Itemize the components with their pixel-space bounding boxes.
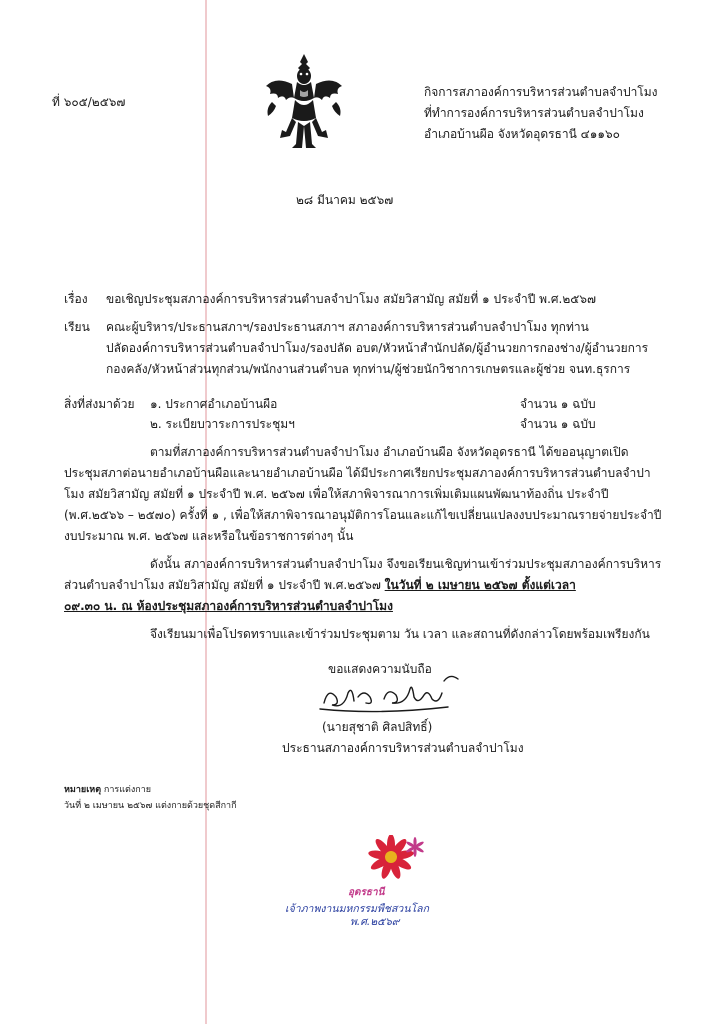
body-para1-line-2: ประชุมสภาต่อนายอำเภอบ้านผือและนายอำเภอบ้านผือ ได้มีประกาศเรียกประชุมสภาองค์การบริหารส่วนตำบลจำปา (64, 466, 651, 480)
body-para2-line-2 (64, 576, 576, 595)
body-para3: จึงเรียนมาเพื่อโปรดทราบและเข้าร่วมประชุมตาม วัน เวลา และสถานที่ดังกล่าวโดยพร้อมเพรียงกัน (150, 627, 650, 641)
body-para1-line-1: ตามที่สภาองค์การบริหารส่วนตำบลจำปาโมง อำเภอบ้านผือ จังหวัดอุดรธานี ได้ขออนุญาตเปิด (150, 445, 629, 459)
subject-label: เรื่อง (64, 292, 88, 306)
document-number: ที่ ๖๐๕/๒๕๖๗ (52, 95, 126, 109)
enclosures-label: สิ่งที่ส่งมาด้วย (64, 397, 135, 411)
enclosure-item-2: ๒. ระเบียบวาระการประชุมฯ (150, 417, 295, 431)
signer-position: ประธานสภาองค์การบริหารส่วนตำบลจำปาโมง (282, 741, 524, 755)
logo-brand-text: อุดรธานี (348, 887, 385, 898)
logo-tagline-2: พ.ศ.๒๕๖๙ (350, 916, 400, 928)
recipient-line-2: ปลัดองค์การบริหารส่วนตำบลจำปาโมง/รองปลัด อบต/หัวหน้าสำนักปลัด/ผู้อำนวยการกองช่าง/ผู้อำนวยการ (106, 341, 649, 355)
office-line-3: อำเภอบ้านผือ จังหวัดอุดรธานี ๔๑๑๖๐ (424, 127, 620, 141)
body-para1-line-3: โมง สมัยวิสามัญ สมัยที่ ๑ ประจำปี พ.ศ. ๒๕๖๗ เพื่อให้สภาพิจารณาการเพิ่มเติมแผนพัฒนาท้องถิ่น ประจำปี (64, 487, 609, 501)
body-para1-line-5: งบประมาณ พ.ศ. ๒๕๖๗ และหรือในข้อราชการต่างๆ นั้น (64, 529, 354, 543)
signature-image (318, 675, 468, 715)
udon-thani-flower-logo-icon (365, 835, 425, 883)
meeting-date-time: ในวันที่ ๒ เมษายน ๒๕๖๗ ตั้งแต่เวลา (384, 578, 576, 592)
recipient-line-1: คณะผู้บริหาร/ประธานสภาฯ/รองประธานสภาฯ สภาองค์การบริหารส่วนตำบลจำปาโมง ทุกท่าน (106, 320, 589, 334)
note-line-1 (64, 782, 151, 796)
body-para2-line-2-plain: ส่วนตำบลจำปาโมง สมัยวิสามัญ สมัยที่ ๑ ประจำปี พ.ศ.๒๕๖๗ (64, 578, 385, 592)
office-line-2: ที่ทำการองค์การบริหารส่วนตำบลจำปาโมง (424, 106, 644, 120)
note-line-2: วันที่ ๒ เมษายน ๒๕๖๗ แต่งกายด้วยชุดสีกากี (64, 801, 237, 811)
body-para2-line-1: ดังนั้น สภาองค์การบริหารส่วนตำบลจำปาโมง จึงขอเรียนเชิญท่านเข้าร่วมประชุมสภาองค์การบริหาร (150, 557, 662, 571)
subject-text: ขอเชิญประชุมสภาองค์การบริหารส่วนตำบลจำปาโมง สมัยวิสามัญ สมัยที่ ๑ ประจำปี พ.ศ.๒๕๖๗ (106, 292, 596, 306)
meeting-location: ๐๙.๓๐ น. ณ ห้องประชุมสภาองค์การบริหารส่วนตำบลจำปาโมง (64, 599, 393, 613)
body-para1-line-4: (พ.ศ.๒๕๖๖ – ๒๕๗๐) ครั้งที่ ๑ , เพื่อให้สภาพิจารณาอนุมัติการโอนและแก้ไขเปลี่ยนแปลงงบประมาณรายจ่ายประจำปี (64, 508, 662, 522)
enclosure-item-1: ๑. ประกาศอำเภอบ้านผือ (150, 397, 278, 411)
signer-name: (นายสุชาติ ศิลปสิทธิ์) (322, 720, 433, 734)
note-dress-code-heading: การแต่งกาย (101, 785, 152, 795)
closing-regards: ขอแสดงความนับถือ (328, 662, 432, 676)
enclosure-qty-2: จำนวน ๑ ฉบับ (520, 417, 596, 431)
note-label: หมายเหตุ (64, 785, 102, 795)
recipient-label: เรียน (64, 320, 90, 334)
recipient-line-3: กองคลัง/หัวหน้าส่วนทุกส่วน/พนักงานส่วนตำบล ทุกท่าน/ผู้ช่วยนักวิชาการเกษตรและผู้ช่วย จนท.ธุรการ (106, 362, 631, 376)
office-line-1: กิจการสภาองค์การบริหารส่วนตำบลจำปาโมง (424, 85, 658, 99)
enclosure-qty-1: จำนวน ๑ ฉบับ (520, 397, 596, 411)
logo-tagline-1: เจ้าภาพงานมหกรรมพืชสวนโลก (285, 903, 429, 915)
garuda-emblem-icon (262, 52, 346, 150)
letter-date: ๒๘ มีนาคม ๒๕๖๗ (296, 193, 394, 207)
